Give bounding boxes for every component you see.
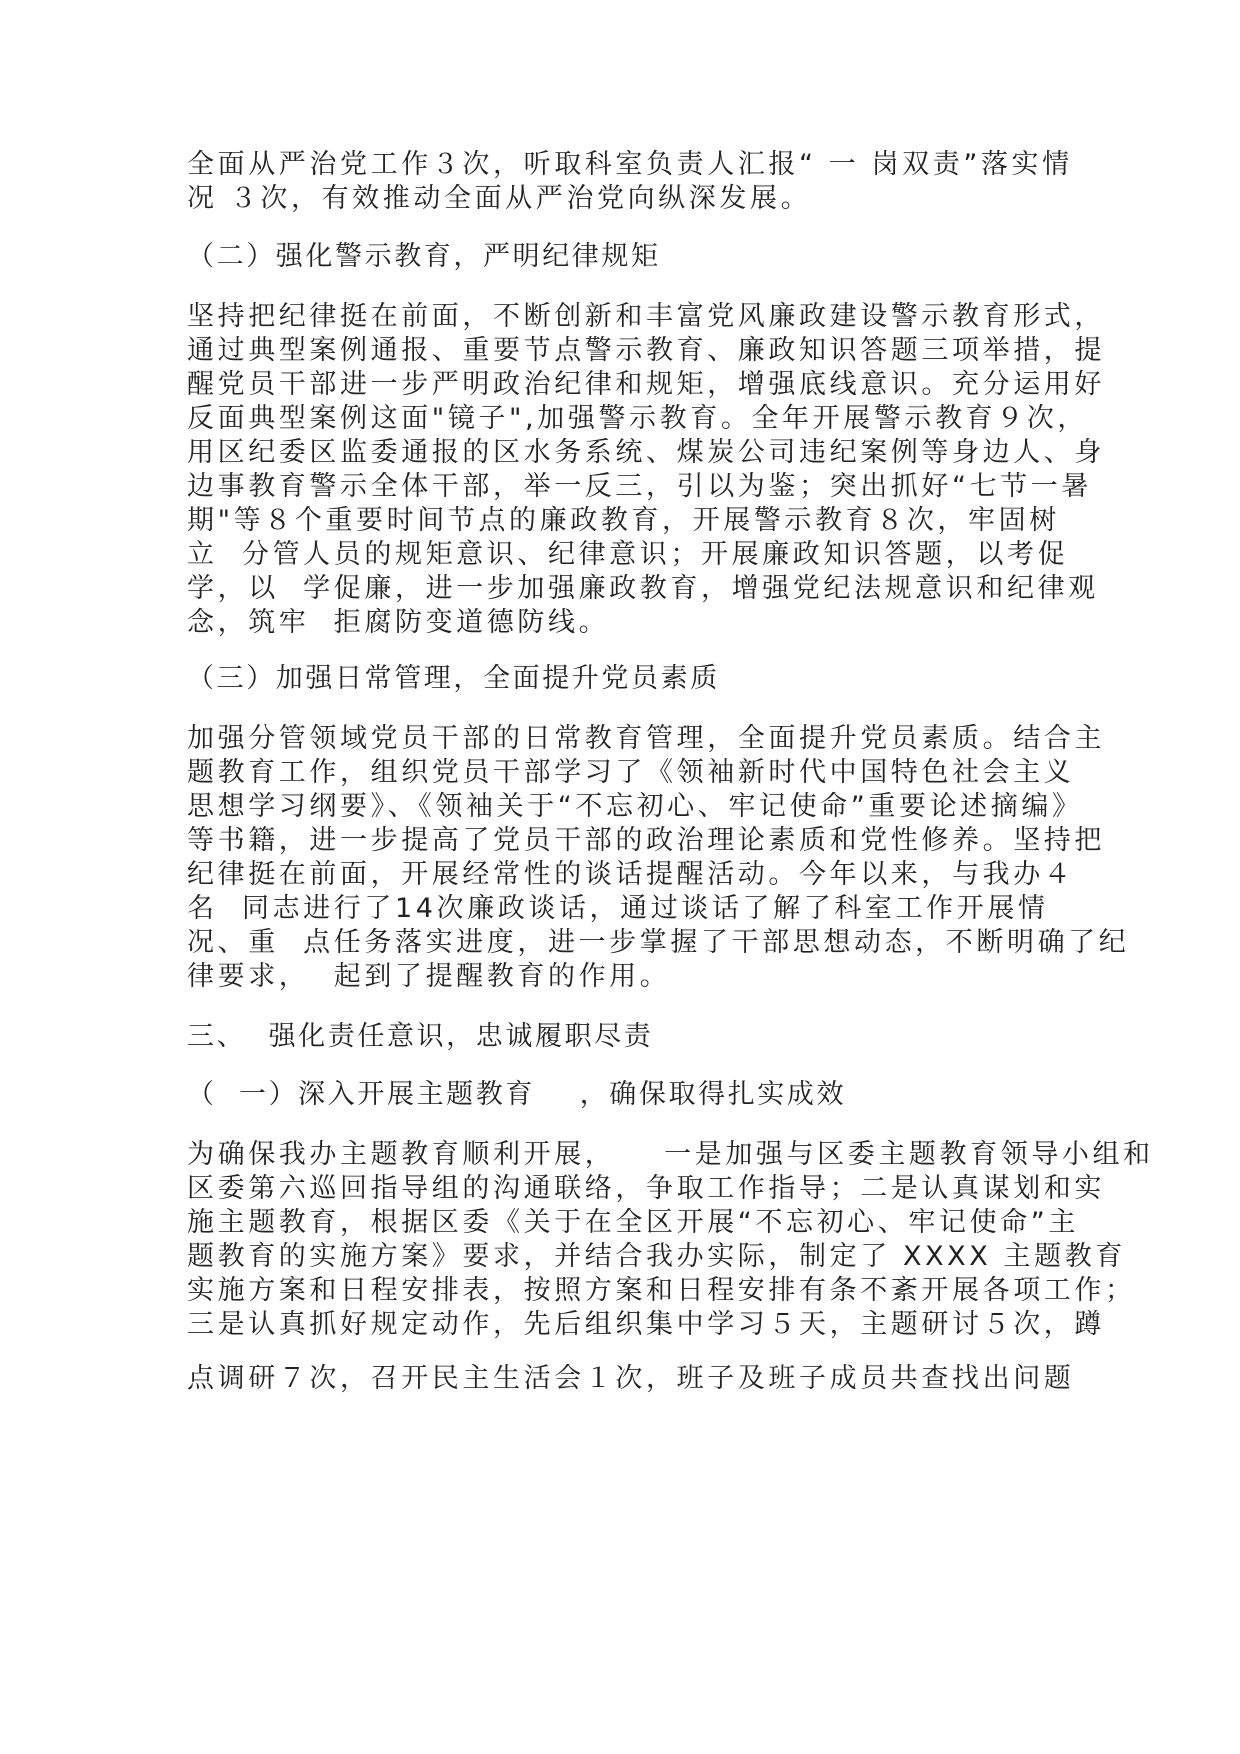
body-line: 反面典型案例这面"镜子",加强警示教育。全年开展警示教育９次， bbox=[187, 403, 1089, 434]
body-line: 实施方案和日程安排表，按照方案和日程安排有条不紊开展各项工作； bbox=[187, 1275, 1136, 1306]
body-line: 全面从严治党工作３次，听取科室负责人汇报“ 一 岗双责”落实情 bbox=[187, 149, 1073, 180]
body-line: 三是认真抓好规定动作，先后组织集中学习５天，主题研讨５次，蹲 bbox=[187, 1309, 1105, 1340]
body-line: 名 同志进行了14次廉政谈话，通过谈话了解了科室工作开展情 bbox=[187, 893, 1049, 924]
body-line: 纪律挺在前面，开展经常性的谈话提醒活动。今年以来，与我办４ bbox=[187, 859, 1075, 890]
body-line: 题教育工作，组织党员干部学习了《领袖新时代中国特色社会主义 bbox=[187, 757, 1075, 788]
body-line: 题教育的实施方案》要求，并结合我办实际，制定了 XXXX 主题教育 bbox=[187, 1241, 1126, 1272]
section-heading: （三）加强日常管理，全面提升党员素质 bbox=[187, 663, 720, 694]
body-line: 边事教育警示全体干部，举一反三，引以为鉴；突出抓好“七节一暑 bbox=[187, 471, 1092, 502]
body-line: 点调研７次，召开民主生活会１次，班子及班子成员共查找出问题 bbox=[187, 1363, 1075, 1394]
body-line: 为确保我办主题教育顺利开展， 一是加强与区委主题教育领导小组和 bbox=[187, 1139, 1154, 1170]
body-line: 立 分管人员的规矩意识、纪律意识；开展廉政知识答题，以考促 bbox=[187, 539, 1069, 570]
body-line: 思想学习纲要》、《领袖关于“不忘初心、牢记使命”重要论述摘编》 bbox=[187, 791, 1083, 822]
body-line: 况、重 点任务落实进度，进一步掌握了干部思想动态，不断明确了纪 bbox=[187, 927, 1130, 958]
body-line: 等书籍，进一步提高了党员干部的政治理论素质和党性修养。坚持把 bbox=[187, 825, 1105, 856]
body-line: 学，以 学促廉，进一步加强廉政教育，增强党纪法规意识和纪律观 bbox=[187, 573, 1099, 604]
body-line: 况 ３次，有效推动全面从严治党向纵深发展。 bbox=[187, 183, 812, 214]
body-line: 期"等８个重要时间节点的廉政教育，开展警示教育８次，牢固树 bbox=[187, 505, 1060, 536]
body-line: 醒党员干部进一步严明政治纪律和规矩，增强底线意识。充分运用好 bbox=[187, 369, 1105, 400]
section-heading: （ 一）深入开展主题教育 ，确保取得扎实成效 bbox=[187, 1079, 847, 1110]
section-heading: （二）强化警示教育，严明纪律规矩 bbox=[187, 241, 661, 272]
body-line: 坚持把纪律挺在前面，不断创新和丰富党风廉政建设警示教育形式， bbox=[187, 301, 1105, 332]
body-line: 用区纪委区监委通报的区水务系统、煤炭公司违纪案例等身边人、身 bbox=[187, 437, 1105, 468]
chapter-heading: 三、 强化责任意识，忠诚履职尽责 bbox=[187, 1021, 654, 1052]
body-line: 区委第六巡回指导组的沟通联络，争取工作指导；二是认真谋划和实 bbox=[187, 1173, 1105, 1204]
body-line: 加强分管领域党员干部的日常教育管理，全面提升党员素质。结合主 bbox=[187, 723, 1105, 754]
body-line: 通过典型案例通报、重要节点警示教育、廉政知识答题三项举措，提 bbox=[187, 335, 1105, 366]
body-line: 律要求， 起到了提醒教育的作用。 bbox=[187, 961, 671, 992]
body-line: 施主题教育，根据区委《关于在全区开展“不忘初心、牢记使命”主 bbox=[187, 1207, 1079, 1238]
body-line: 念，筑牢 拒腐防变道德防线。 bbox=[187, 607, 610, 638]
